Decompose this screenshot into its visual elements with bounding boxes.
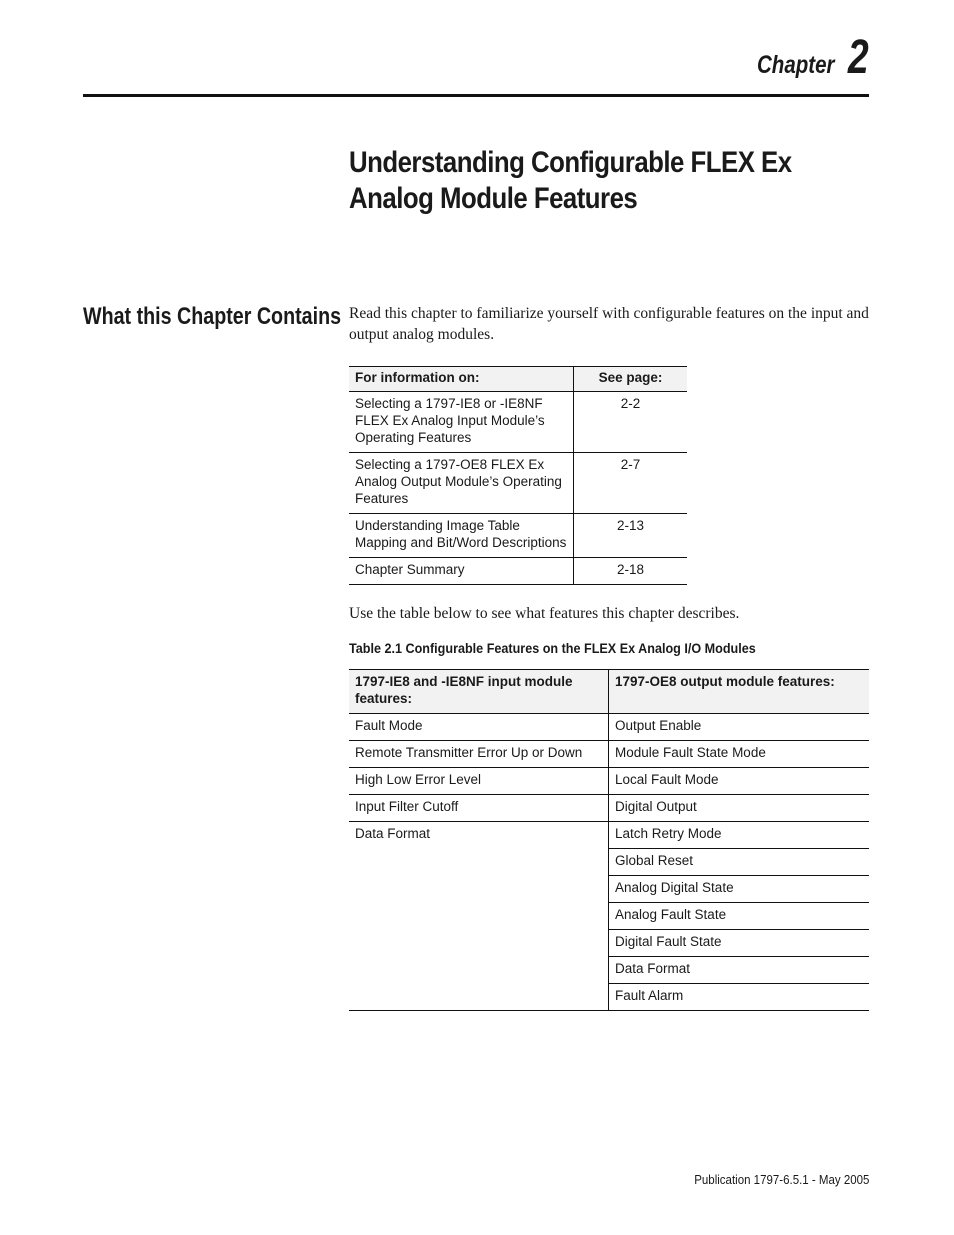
column-header: For information on: [349,367,574,392]
output-feature-cell: Global Reset [609,849,870,876]
features-table [349,669,869,1011]
publication-footer: Publication 1797-6.5.1 - May 2005 [693,1173,869,1187]
input-feature-cell: Fault Mode [349,714,609,741]
output-feature-cell: Digital Fault State [609,930,870,957]
output-feature-cell: Analog Digital State [609,876,870,903]
column-header: 1797-IE8 and -IE8NF input module features: [349,670,609,714]
column-header: 1797-OE8 output module features: [609,670,870,714]
output-feature-cell: Data Format [609,957,870,984]
topic-cell: Chapter Summary [349,558,574,585]
input-feature-cell: High Low Error Level [349,768,609,795]
chapter-number: 2 [848,31,869,84]
page-cell: 2-13 [574,514,688,558]
table-row [349,514,687,558]
output-feature-cell: Output Enable [609,714,870,741]
output-feature-cell: Digital Output [609,795,870,822]
intro-paragraph: Read this chapter to familiarize yourself with configurable features on the input and output analog modules. [349,305,869,343]
output-feature-cell: Local Fault Mode [609,768,870,795]
input-feature-cell: Input Filter Cutoff [349,795,609,822]
table-row [349,392,687,453]
chapter-contents-table [349,366,687,585]
table-row [349,453,687,514]
table-row [349,741,869,768]
page-title-line-1: Understanding Configurable FLEX Ex [349,146,792,179]
input-feature-cell: Remote Transmitter Error Up or Down [349,741,609,768]
section-heading: What this Chapter Contains [83,303,342,330]
input-feature-cell: Data Format [349,822,609,1011]
header-rule [83,94,869,97]
page-cell: 2-7 [574,453,688,514]
page-cell: 2-2 [574,392,688,453]
table-caption: Table 2.1 Configurable Features on the FLEX Ex Analog I/O Modules [349,640,756,656]
table-row [349,822,869,849]
output-feature-cell: Analog Fault State [609,903,870,930]
table-header-row [349,670,869,714]
output-feature-cell: Module Fault State Mode [609,741,870,768]
page-cell: 2-18 [574,558,688,585]
chapter-header [740,31,869,84]
chapter-label: Chapter [756,51,835,79]
topic-cell: Selecting a 1797-OE8 FLEX Ex Analog Output Module’s Operating Features [349,453,574,514]
page-title [349,145,869,217]
topic-cell: Understanding Image Table Mapping and Bit/Word Descriptions [349,514,574,558]
table-row [349,768,869,795]
output-feature-cell: Fault Alarm [609,984,870,1011]
table-row [349,558,687,585]
table-header-row [349,367,687,392]
column-header: See page: [574,367,688,392]
topic-cell: Selecting a 1797-IE8 or -IE8NF FLEX Ex Analog Input Module’s Operating Features [349,392,574,453]
table-row [349,795,869,822]
page-title-line-2: Analog Module Features [349,182,638,215]
table-row [349,714,869,741]
use-table-paragraph: Use the table below to see what features this chapter describes. [349,605,740,622]
output-feature-cell: Latch Retry Mode [609,822,870,849]
